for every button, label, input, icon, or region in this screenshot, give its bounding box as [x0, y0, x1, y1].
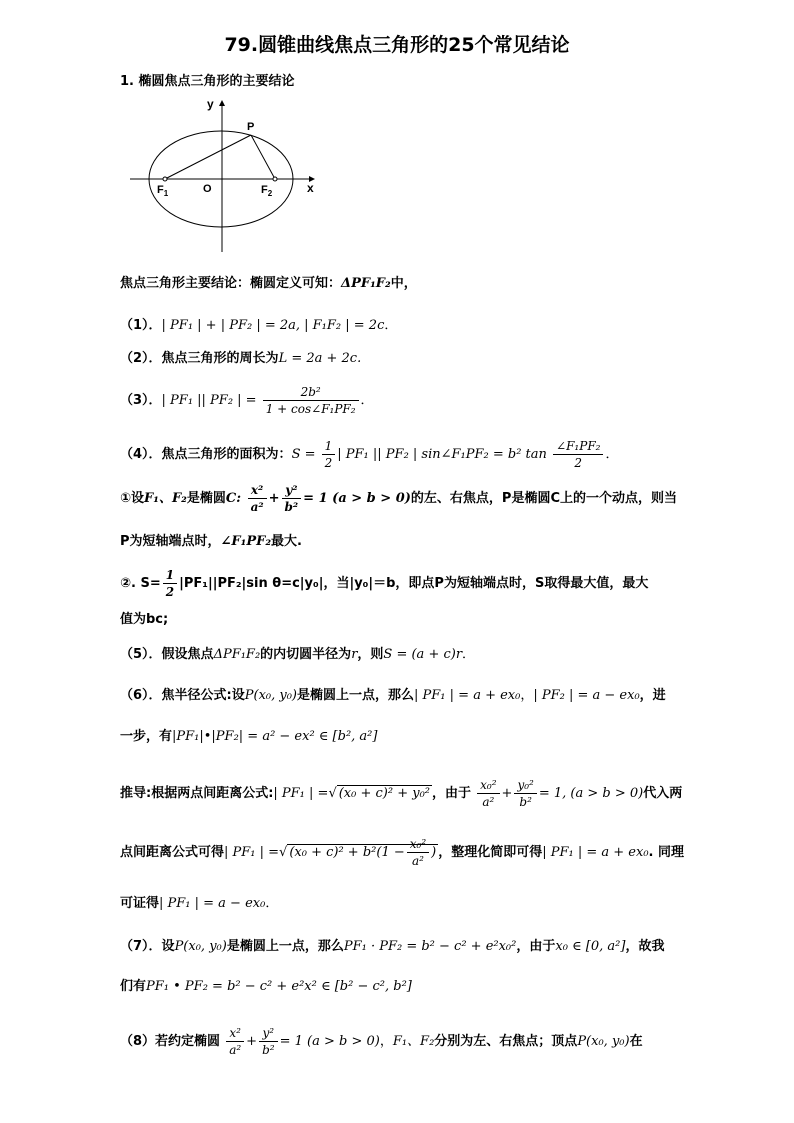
conclusion-6-line-2: 一步，有|PF₁|•|PF₂| = a² − ex² ∈ [b², a²] [120, 729, 378, 744]
intro-line: 焦点三角形主要结论：椭圆定义可知：ΔPF₁F₂中， [120, 276, 417, 291]
section-heading: 1. 椭圆焦点三角形的主要结论 [120, 74, 295, 89]
conclusion-7-line-2: 们有PF₁ • PF₂ = b² − c² + e²x² ∈ [b² − c², b²] [120, 979, 412, 994]
conclusion-6: （6）．焦半径公式:设P(x₀, y₀)是椭圆上一点，那么| PF₁ | = a + ex₀，| PF₂ | = a − ex₀，进 [120, 688, 666, 703]
fraction: $\frac{\text{y₀²}}{\text{b²}}$ [514, 777, 536, 810]
segment-pf2 [251, 135, 275, 179]
fraction: $\frac{\text{x₀²}}{\text{a²}}$ [477, 777, 499, 810]
conclusion-5: （5）．假设焦点ΔPF₁F₂的内切圆半径为r，则S = (a + c)r． [120, 647, 476, 662]
note-2-line-2: 值为bc; [120, 612, 169, 627]
focus-f1-dot [163, 177, 167, 181]
derivation-line-3: 可证得| PF₁ | = a − ex₀． [120, 896, 279, 911]
note-1-line-2: P为短轴端点时，∠F₁PF₂最大. [120, 534, 302, 549]
note-1: ①设F₁、F₂是椭圆C: $\frac{\text{x²}}{\text{a²}}$ + $\frac{\text{y²}}{\text{b²}}$ = 1 (a > b > 0)的左、右焦点，P是椭圆C上的一个动点，则当 [120, 483, 677, 514]
ellipse-figure [125, 92, 325, 257]
y-axis-label: y [207, 97, 214, 111]
segment-pf1 [165, 135, 251, 179]
fraction: $\frac{\text{y²}}{\text{b²}}$ [282, 482, 302, 515]
derivation-line-2: 点间距离公式可得| PF₁ | =√ (x₀ + c)² + b²(1 − $\frac{\text{x₀²}}{\text{a²}}$ ) ，整理化简即可得| PF₁ | = a + ex₀. 同理 [120, 837, 685, 868]
conclusion-8: （8）若约定椭圆 $\frac{\text{x²}}{\text{a²}}$ + $\frac{\text{y²}}{\text{b²}}$ = 1 (a > b > 0)，F₁、F₂分别为左、右焦点；顶点P(x₀, y₀)在 [120, 1026, 643, 1057]
fraction: $\frac{\text{2b²}}{\text{1 + cos∠F₁PF₂}}$ [263, 384, 359, 417]
fraction: $\frac{\text{∠F₁PF₂}}{2}$ [553, 438, 603, 471]
fraction: $\frac{1}{2}$ [163, 567, 177, 600]
conclusion-1: （1）．| PF₁ | + | PF₂ | = 2a, | F₁F₂ | = 2c． [120, 318, 398, 333]
fraction: $\frac{\text{x²}}{\text{a²}}$ [248, 482, 267, 515]
fraction: $\frac{\text{x₀²}}{\text{a²}}$ [407, 836, 429, 869]
x-axis-label: x [307, 181, 314, 195]
conclusion-7: （7）．设P(x₀, y₀)是椭圆上一点，那么PF₁ · PF₂ = b² − c² + e²x₀²，由于x₀ ∈ [0, a²]，故我 [120, 939, 665, 954]
conclusion-4: （4）．焦点三角形的面积为：S = $\frac{1}{2}$ | PF₁ || PF₂ | sin∠F₁PF₂ = b² tan $\frac{\text{∠F₁PF₂}}{2}$ ． [120, 439, 619, 470]
note-2: ②. S= $\frac{1}{2}$ |PF₁||PF₂|sin θ=c|y₀|，当|y₀|＝b，即点P为短轴端点时，S取得最大值，最大 [120, 568, 649, 599]
conclusion-3: （3）．| PF₁ || PF₂ | = $\frac{\text{2b²}}{\text{1 + cos∠F₁PF₂}}$ ． [120, 385, 374, 416]
point-p-label: P [247, 121, 255, 133]
conclusion-2: （2）．焦点三角形的周长为L = 2a + 2c. [120, 351, 362, 366]
derivation-line-1: 推导:根据两点间距离公式:| PF₁ | =√ (x₀ + c)² + y₀² ，由于 $\frac{\text{x₀²}}{\text{a²}}$ + $\frac{\text{y₀²}}{\text{b²}}$ = 1, (a > b > 0)代入两 [120, 778, 683, 809]
fraction: $\frac{\text{x²}}{\text{a²}}$ [226, 1025, 244, 1058]
y-axis-arrow [219, 100, 225, 106]
fraction: $\frac{1}{2}$ [322, 438, 336, 471]
page-title: 79.圆锥曲线焦点三角形的25个常见结论 [224, 34, 570, 56]
sqrt-expression: (x₀ + c)² + b²(1 − $\frac{\text{x₀²}}{\text{a²}}$ ) [289, 837, 437, 868]
focus-f2-dot [273, 177, 277, 181]
f2-label: $F_2$ [261, 184, 273, 198]
origin-label: O [203, 183, 212, 195]
f1-label: $F_1$ [157, 184, 169, 198]
fraction: $\frac{\text{y²}}{\text{b²}}$ [259, 1025, 278, 1058]
